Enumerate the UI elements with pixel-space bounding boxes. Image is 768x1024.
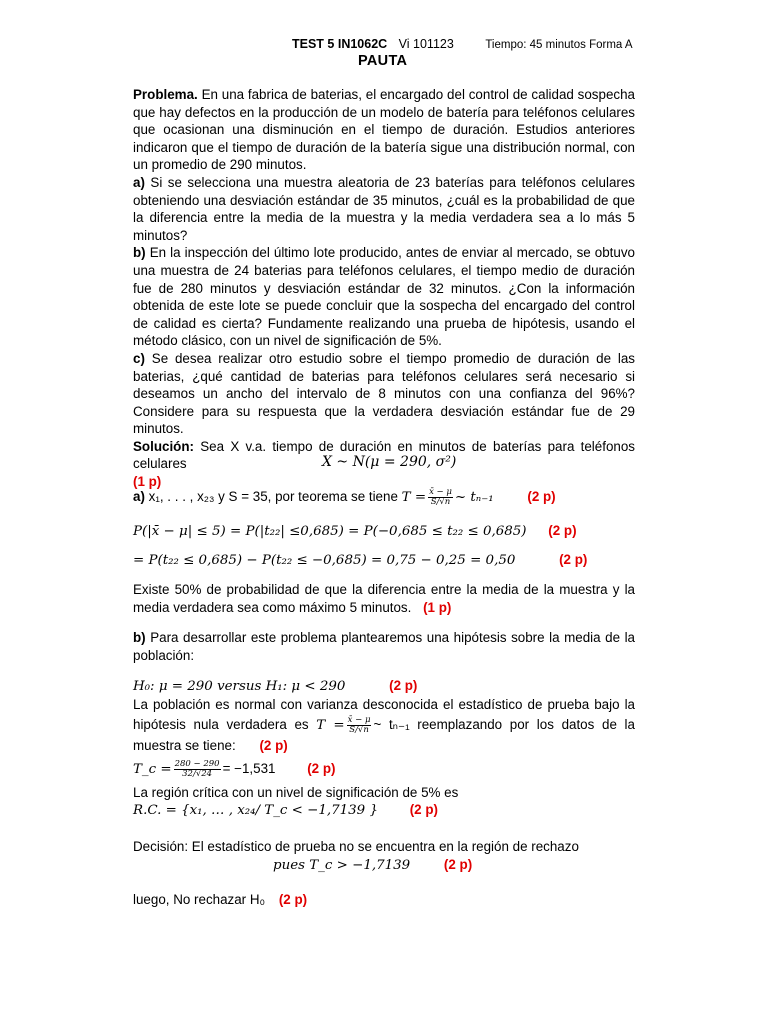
part-c-question: Se desea realizar otro estudio sobre el tiempo promedio de duración de las baterias, ¿qué cantidad de baterias para teléfonos celulares será necesario si deseamos un ancho del intervalo de 8 minutos con una confianza del 96%? Considere para su respuesta que la verdadera desviación estándar fue de 29 minutos. <box>133 350 635 437</box>
tc-value: = −1,531 <box>222 761 276 777</box>
hypothesis-points: (2 p) <box>389 678 418 693</box>
fraction-denominator-b: S/√n <box>349 724 369 735</box>
critical-region-line1: La región crítica con un nivel de significación de 5% es <box>133 785 459 800</box>
test-statistic-paragraph <box>133 695 635 756</box>
tc-computation <box>133 760 335 779</box>
problem-statement <box>133 86 635 491</box>
test-id: TEST 5 IN1062C <box>292 37 388 51</box>
solution-a-line2 <box>133 522 577 541</box>
solution-a-line3-points: (2 p) <box>559 552 588 567</box>
statistic-description: La población es normal con varianza desconocida el estadístico de prueba bajo la hipótesis nula verdadera es <box>133 697 635 732</box>
solution-a-line1-points: (2 p) <box>527 489 556 505</box>
solution-a-line3 <box>133 551 587 570</box>
decision-reason: pues T_c > −1,7139 <box>273 858 411 873</box>
critical-region-line2 <box>133 801 438 820</box>
tc-numerator: 280 − 290 <box>174 759 220 769</box>
problem-label: Problema. <box>133 87 198 102</box>
solution-a-line1 <box>133 488 556 507</box>
critical-region-set: R.C. = {x₁, … , x₂₄/ T_c < −1,7139 } <box>133 803 378 818</box>
document-header <box>292 36 633 55</box>
hypothesis-line <box>133 677 417 696</box>
final-decision <box>133 891 307 909</box>
statistic-distribution: ~ tₙ₋₁ <box>454 490 494 506</box>
decision-line2 <box>273 856 472 875</box>
decision-points: (2 p) <box>443 857 473 872</box>
statistic-continuation: ~ tₙ₋₁ reemplazando por los datos de la muestra se tiene: <box>133 717 635 753</box>
part-b-label: b) <box>133 245 146 261</box>
part-b-question: En la inspección del último lote producido, antes de enviar al mercado, se obtuvo una muestra de 24 baterias para teléfonos celulares, el tiempo medio de duración fue de 280 minutos y desviación estándar de 32 minutos. ¿Con la información obtenida de este lote se puede concluir que la sospecha del encargado del control de calidad es cierta? Fundamente realizando una prueba de hipótesis, usando el método clásico, con un nivel de significación de 5%. <box>133 245 635 349</box>
statistic-t-b: T = <box>316 718 345 733</box>
conclusion-text: Existe 50% de probabilidad de que la diferencia entre la media de la muestra y la media verdadera sea como máximo 5 minutos. <box>133 582 635 615</box>
critical-region-points: (2 p) <box>409 802 438 817</box>
part-a-label: a) <box>133 174 145 190</box>
solution-a-conclusion-points: (1 p) <box>423 599 452 615</box>
decision-line1: Decisión: El estadístico de prueba no se encuentra en la región de rechazo <box>133 839 579 854</box>
statistic-fraction <box>428 488 453 507</box>
solution-b-intro-text: Para desarrollar este problema plantearemos una hipótesis sobre la media de la población: <box>133 630 635 663</box>
part-a-question: Si se selecciona una muestra aleatoria de 23 baterías para teléfonos celulares obteniendo una desviación estándar de 35 minutos, ¿cuál es la probabilidad de que la diferencia entre la media de la muestra y la media verdadera sea a lo más 5 minutos? <box>133 174 635 243</box>
hypothesis-text: H₀: μ = 290 versus H₁: μ < 290 <box>133 679 346 694</box>
fraction-numerator: x̄ − μ <box>429 487 452 497</box>
solution-a-line2-points: (2 p) <box>548 523 577 538</box>
solution-intro-points: (1 p) <box>133 474 162 490</box>
final-decision-points: (2 p) <box>278 892 308 907</box>
tc-denominator: 32/√24 <box>182 769 213 779</box>
solution-intro: Sea X v.a. tiempo de duración en minutos de baterías para teléfonos celulares <box>133 438 635 472</box>
tc-fraction <box>174 760 221 779</box>
document-subtitle: PAUTA <box>358 53 408 69</box>
solution-label: Solución: <box>133 438 194 454</box>
tc-symbol: T_c = <box>133 762 172 778</box>
test-time: Tiempo: 45 minutos Forma A <box>485 39 633 51</box>
statistic-points: (2 p) <box>259 738 288 753</box>
solution-a-conclusion <box>133 581 635 616</box>
probability-equation-1: P(|x̄ − μ| ≤ 5) = P(|t₂₂| ≤0,685) = P(−0,685 ≤ t₂₂ ≤ 0,685) <box>133 524 527 539</box>
solution-a-label: a) <box>133 489 145 505</box>
solution-b-label: b) <box>133 630 146 645</box>
solution-a-premise: x₁, . . . , x₂₃ y S = 35, por teorema se tiene <box>148 489 398 505</box>
distribution-formula: X ~ N(μ = 290, σ²) <box>322 454 457 470</box>
test-version: Vi 101123 <box>398 37 454 51</box>
problem-intro: En una fabrica de baterias, el encargado del control de calidad sospecha que hay defectos en la producción de un modelo de batería para teléfonos celulares que ocasionan una disminución en el tiempo de duración. Estudios anteriores indicaron que el tiempo de duración de la batería sigue una distribución normal, con un promedio de 290 minutos. <box>133 87 635 173</box>
fraction-numerator-b: x̄ − μ <box>347 714 371 725</box>
final-decision-text: luego, No rechazar H₀ <box>133 892 266 907</box>
part-c-label: c) <box>133 350 145 366</box>
solution-b-intro <box>133 629 635 664</box>
statistic-fraction-b <box>347 716 372 735</box>
statistic-t: T = <box>401 490 427 506</box>
fraction-denominator: S/√n <box>430 497 451 507</box>
tc-points: (2 p) <box>307 761 336 777</box>
probability-equation-2: = P(t₂₂ ≤ 0,685) − P(t₂₂ ≤ −0,685) = 0,75 − 0,25 = 0,50 <box>133 553 516 568</box>
